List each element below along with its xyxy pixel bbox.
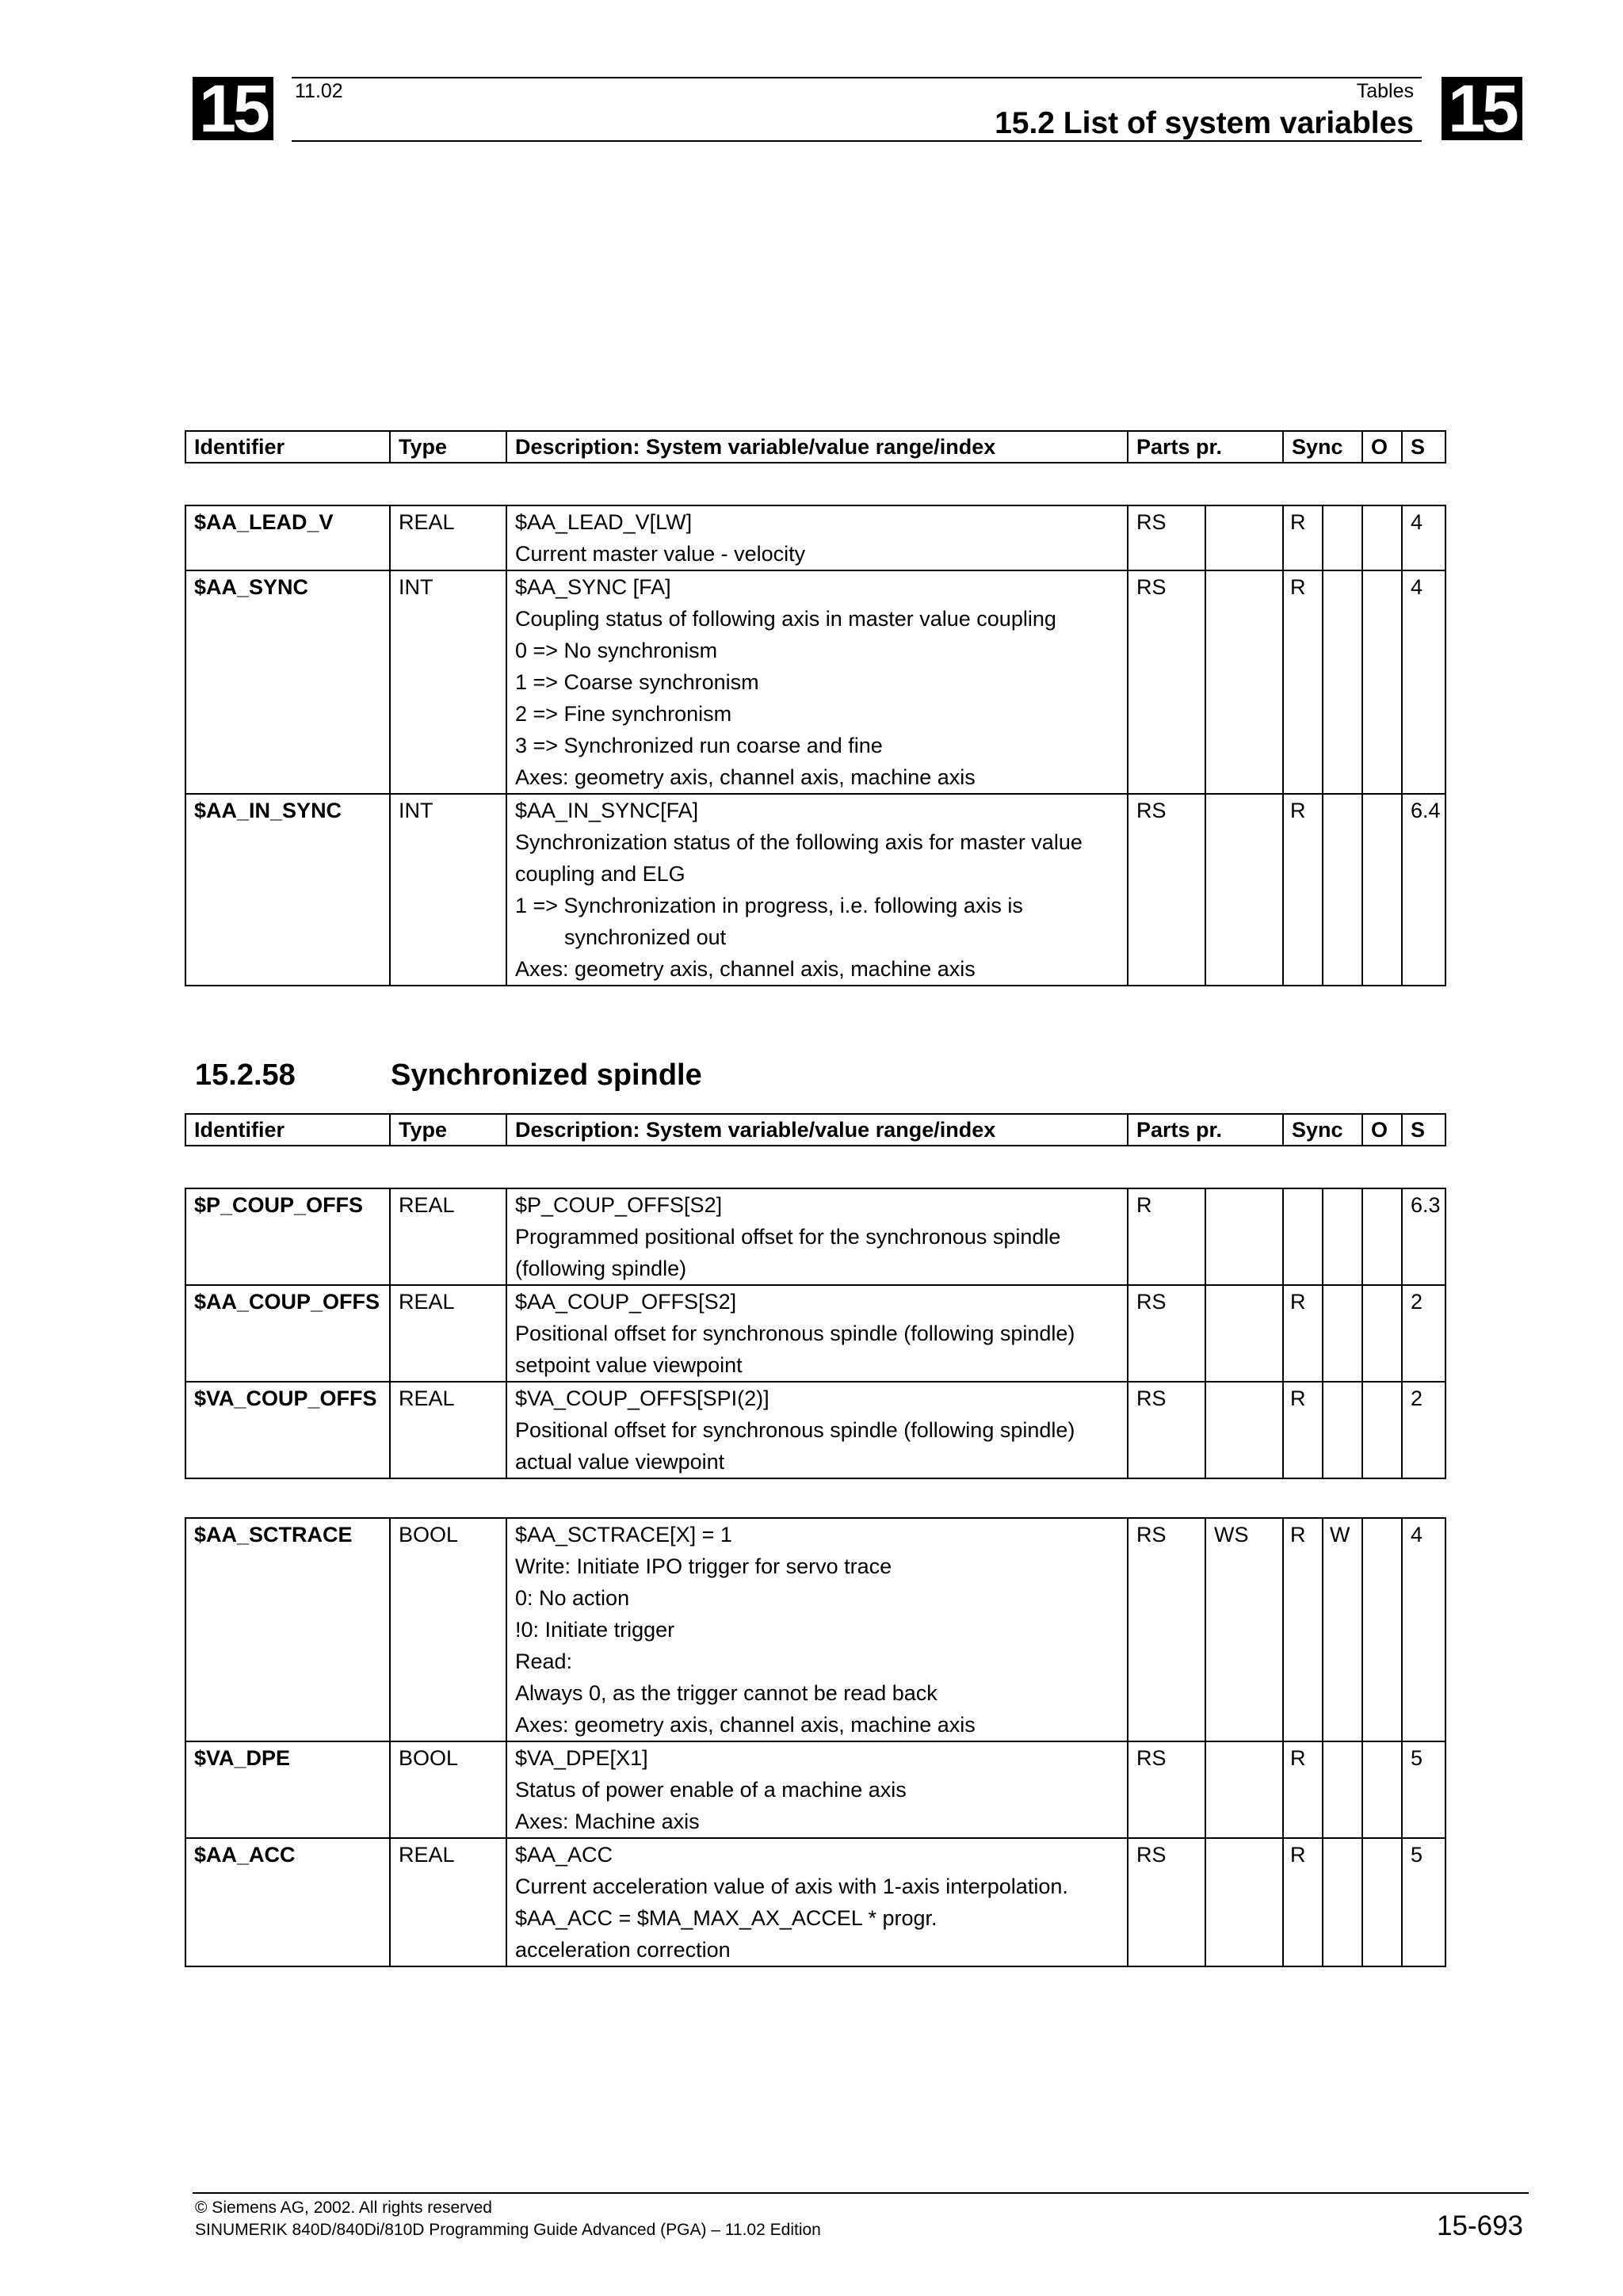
footer-rule xyxy=(193,2192,1529,2194)
parts-write-cell xyxy=(1205,794,1283,986)
s-cell: 6.4 xyxy=(1402,794,1445,986)
description-line: 2 => Fine synchronism xyxy=(515,702,732,726)
col-s: S xyxy=(1402,431,1445,463)
table-row xyxy=(185,1838,1445,1966)
footer-copyright: © Siemens AG, 2002. All rights reserved xyxy=(195,2199,492,2217)
col-parts-pr: Parts pr. xyxy=(1128,431,1283,463)
identifier-cell: $AA_SYNC xyxy=(185,570,390,794)
col-type: Type xyxy=(390,431,506,463)
description-line: Programmed positional offset for the synchronous spindle (following spindle) xyxy=(515,1225,1061,1280)
column-header-table xyxy=(185,430,1446,463)
parts-write-cell xyxy=(1205,1382,1283,1478)
description-line: Axes: geometry axis, channel axis, machine axis xyxy=(515,957,976,981)
description-line: Positional offset for synchronous spindle (following spindle) setpoint value viewpoint xyxy=(515,1322,1075,1377)
col-description: Description: System variable/value range/index xyxy=(506,431,1128,463)
description-line: Status of power enable of a machine axis xyxy=(515,1778,907,1802)
description-line: $VA_DPE[X1] xyxy=(515,1746,648,1770)
s-cell: 4 xyxy=(1402,570,1445,794)
column-header-row xyxy=(185,1114,1445,1146)
description-line: Write: Initiate IPO trigger for servo trace xyxy=(515,1554,892,1578)
parts-read-cell: RS xyxy=(1128,570,1205,794)
column-header-table xyxy=(185,1113,1446,1146)
type-cell: REAL xyxy=(390,1838,506,1966)
col-o: O xyxy=(1362,1114,1402,1146)
description-line: 3 => Synchronized run coarse and fine xyxy=(515,734,883,757)
variables-table-group-1 xyxy=(185,505,1446,986)
parts-read-cell: RS xyxy=(1128,1285,1205,1382)
identifier-cell: $AA_ACC xyxy=(185,1838,390,1966)
col-s: S xyxy=(1402,1114,1445,1146)
description-line: Synchronization status of the following axis for master value coupling and ELG xyxy=(515,830,1083,886)
description-line: !0: Initiate trigger xyxy=(515,1618,675,1642)
parts-read-cell: RS xyxy=(1128,505,1205,570)
o-cell xyxy=(1362,794,1402,986)
type-cell: REAL xyxy=(390,1188,506,1285)
description-line: $P_COUP_OFFS[S2] xyxy=(515,1193,723,1217)
s-cell: 5 xyxy=(1402,1838,1445,1966)
sync-read-cell: R xyxy=(1283,1285,1323,1382)
table-row xyxy=(185,1188,1445,1285)
page-title: 15.2 List of system variables xyxy=(995,106,1414,140)
o-cell xyxy=(1362,1838,1402,1966)
sync-read-cell: R xyxy=(1283,570,1323,794)
header-rule-top xyxy=(292,77,1422,78)
sync-write-cell xyxy=(1323,570,1362,794)
description-cell xyxy=(506,1838,1128,1966)
parts-write-cell xyxy=(1205,1838,1283,1966)
s-cell: 4 xyxy=(1402,1518,1445,1741)
s-cell: 2 xyxy=(1402,1382,1445,1478)
parts-read-cell: RS xyxy=(1128,1741,1205,1838)
identifier-cell: $AA_SCTRACE xyxy=(185,1518,390,1741)
type-cell: REAL xyxy=(390,1285,506,1382)
description-line: Coupling status of following axis in master value coupling xyxy=(515,607,1056,631)
table-row xyxy=(185,1285,1445,1382)
identifier-cell: $AA_COUP_OFFS xyxy=(185,1285,390,1382)
s-cell: 4 xyxy=(1402,505,1445,570)
description-cell xyxy=(506,505,1128,570)
description-cell xyxy=(506,794,1128,986)
footer-guide-title: SINUMERIK 840D/840Di/810D Programming Guide Advanced (PGA) – 11.02 Edition xyxy=(195,2221,821,2239)
parts-read-cell: R xyxy=(1128,1188,1205,1285)
sync-write-cell xyxy=(1323,1382,1362,1478)
parts-read-cell: RS xyxy=(1128,1518,1205,1741)
o-cell xyxy=(1362,1285,1402,1382)
description-line: $AA_SCTRACE[X] = 1 xyxy=(515,1523,732,1547)
col-parts-pr: Parts pr. xyxy=(1128,1114,1283,1146)
description-line: 1 => Coarse synchronism xyxy=(515,670,759,694)
chapter-number-left: 15 xyxy=(193,77,273,140)
table-row xyxy=(185,794,1445,986)
header-rule-bottom xyxy=(292,140,1422,142)
chapter-number-right: 15 xyxy=(1442,77,1522,140)
col-o: O xyxy=(1362,431,1402,463)
o-cell xyxy=(1362,570,1402,794)
type-cell: BOOL xyxy=(390,1741,506,1838)
sync-write-cell xyxy=(1323,1188,1362,1285)
parts-write-cell xyxy=(1205,570,1283,794)
sync-read-cell: R xyxy=(1283,505,1323,570)
table-row xyxy=(185,1518,1445,1741)
description-line: $AA_IN_SYNC[FA] xyxy=(515,799,699,822)
type-cell: REAL xyxy=(390,1382,506,1478)
s-cell: 5 xyxy=(1402,1741,1445,1838)
parts-read-cell: RS xyxy=(1128,1838,1205,1966)
type-cell: INT xyxy=(390,794,506,986)
identifier-cell: $P_COUP_OFFS xyxy=(185,1188,390,1285)
parts-read-cell: RS xyxy=(1128,794,1205,986)
sync-write-cell xyxy=(1323,1838,1362,1966)
table-row xyxy=(185,1382,1445,1478)
type-cell: INT xyxy=(390,570,506,794)
section-number: 15.2.58 xyxy=(195,1058,296,1092)
parts-write-cell xyxy=(1205,1741,1283,1838)
description-line: 0: No action xyxy=(515,1586,630,1610)
section-title: Synchronized spindle xyxy=(391,1058,702,1092)
description-line: Current master value - velocity xyxy=(515,542,806,566)
sync-write-cell xyxy=(1323,794,1362,986)
sync-write-cell xyxy=(1323,505,1362,570)
description-line: Always 0, as the trigger cannot be read back xyxy=(515,1681,938,1705)
sync-read-cell xyxy=(1283,1188,1323,1285)
identifier-cell: $VA_COUP_OFFS xyxy=(185,1382,390,1478)
type-cell: REAL xyxy=(390,505,506,570)
s-cell: 6.3 xyxy=(1402,1188,1445,1285)
parts-write-cell xyxy=(1205,1188,1283,1285)
table-row xyxy=(185,1741,1445,1838)
identifier-cell: $AA_IN_SYNC xyxy=(185,794,390,986)
sync-read-cell: R xyxy=(1283,1838,1323,1966)
description-line: 0 => No synchronism xyxy=(515,639,718,662)
col-sync: Sync xyxy=(1283,1114,1362,1146)
description-cell xyxy=(506,1188,1128,1285)
table-row xyxy=(185,505,1445,570)
col-sync: Sync xyxy=(1283,431,1362,463)
sync-write-cell xyxy=(1323,1285,1362,1382)
table-row xyxy=(185,570,1445,794)
description-line: Positional offset for synchronous spindle (following spindle) actual value viewpoint xyxy=(515,1418,1075,1474)
page-number: 15-693 xyxy=(1437,2210,1523,2241)
sync-read-cell: R xyxy=(1283,1518,1323,1741)
o-cell xyxy=(1362,1518,1402,1741)
description-line: $AA_ACC xyxy=(515,1843,613,1867)
column-header-row xyxy=(185,431,1445,463)
description-line: Axes: Machine axis xyxy=(515,1810,700,1833)
sync-read-cell: R xyxy=(1283,1741,1323,1838)
parts-write-cell: WS xyxy=(1205,1518,1283,1741)
identifier-cell: $AA_LEAD_V xyxy=(185,505,390,570)
sync-write-cell: W xyxy=(1323,1518,1362,1741)
description-cell xyxy=(506,1285,1128,1382)
parts-write-cell xyxy=(1205,1285,1283,1382)
sync-read-cell: R xyxy=(1283,794,1323,986)
type-cell: BOOL xyxy=(390,1518,506,1741)
col-description: Description: System variable/value range/index xyxy=(506,1114,1128,1146)
variables-table-group-2 xyxy=(185,1188,1446,1479)
variables-table-group-3 xyxy=(185,1517,1446,1967)
o-cell xyxy=(1362,1188,1402,1285)
description-line: Axes: geometry axis, channel axis, machine axis xyxy=(515,765,976,789)
parts-write-cell xyxy=(1205,505,1283,570)
sync-write-cell xyxy=(1323,1741,1362,1838)
description-line: $VA_COUP_OFFS[SPI(2)] xyxy=(515,1386,769,1410)
description-line: acceleration correction xyxy=(515,1938,731,1962)
description-line: $AA_COUP_OFFS[S2] xyxy=(515,1290,737,1314)
description-cell xyxy=(506,570,1128,794)
sync-read-cell: R xyxy=(1283,1382,1323,1478)
o-cell xyxy=(1362,1741,1402,1838)
parts-read-cell: RS xyxy=(1128,1382,1205,1478)
col-identifier: Identifier xyxy=(185,431,390,463)
description-line: 1 => Synchronization in progress, i.e. following axis is xyxy=(515,894,1023,917)
description-line: $AA_SYNC [FA] xyxy=(515,575,671,599)
description-line: $AA_LEAD_V[LW] xyxy=(515,510,693,534)
description-line: synchronized out xyxy=(564,925,727,949)
header-date: 11.02 xyxy=(295,80,343,102)
description-line: Axes: geometry axis, channel axis, machine axis xyxy=(515,1713,976,1737)
description-line: Read: xyxy=(515,1650,573,1673)
s-cell: 2 xyxy=(1402,1285,1445,1382)
identifier-cell: $VA_DPE xyxy=(185,1741,390,1838)
description-cell xyxy=(506,1382,1128,1478)
description-line: Current acceleration value of axis with 1-axis interpolation. xyxy=(515,1875,1068,1898)
o-cell xyxy=(1362,1382,1402,1478)
description-cell xyxy=(506,1741,1128,1838)
description-cell xyxy=(506,1518,1128,1741)
col-identifier: Identifier xyxy=(185,1114,390,1146)
description-line: $AA_ACC = $MA_MAX_AX_ACCEL * progr. xyxy=(515,1906,938,1930)
header-section-label: Tables xyxy=(1356,80,1414,102)
col-type: Type xyxy=(390,1114,506,1146)
o-cell xyxy=(1362,505,1402,570)
